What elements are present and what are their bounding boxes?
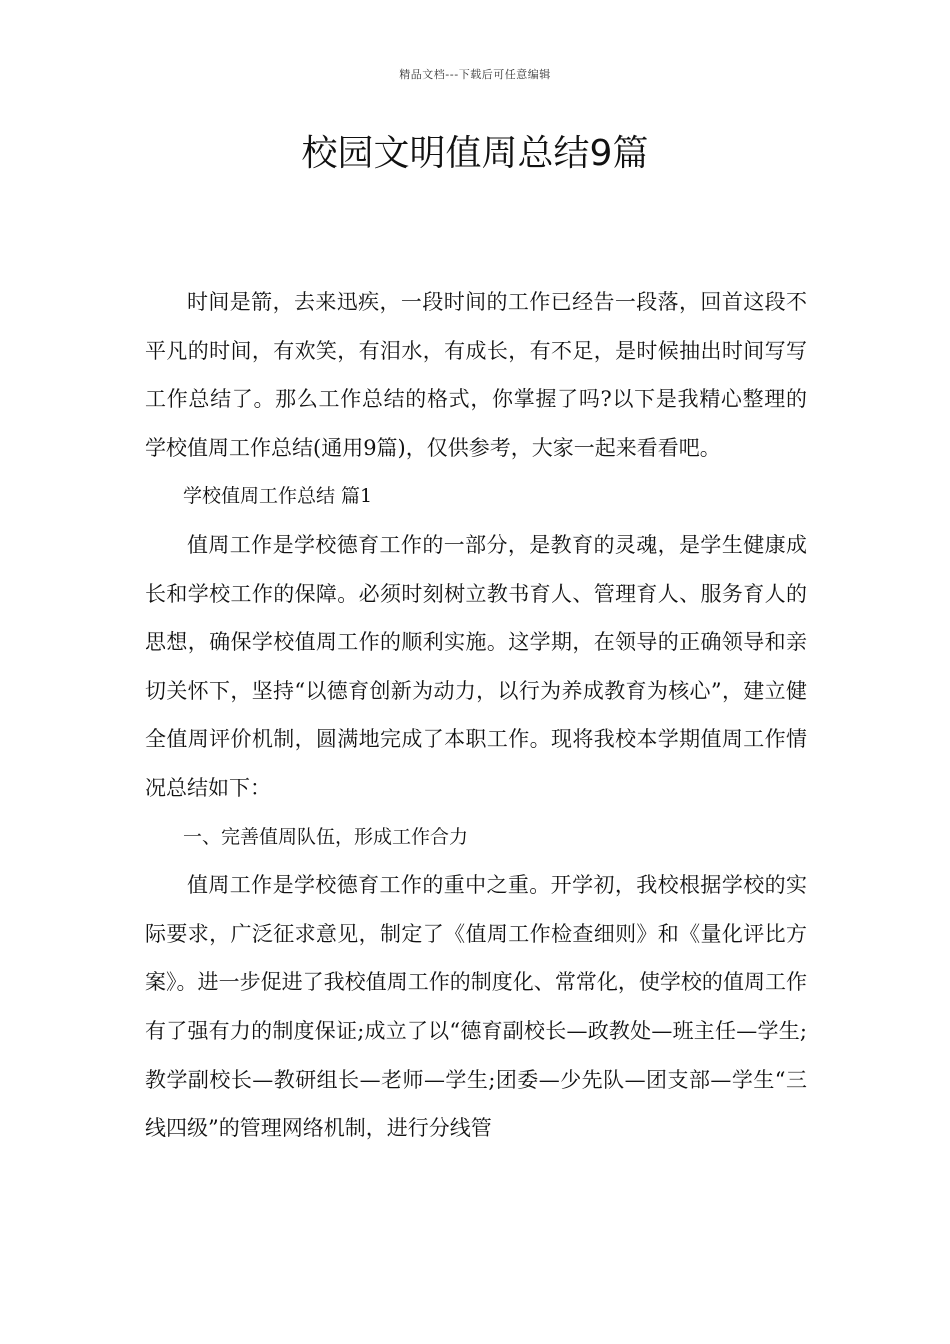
document-title: 校园文明值周总结9篇	[301, 133, 649, 174]
paragraph-section1: 值周工作是学校德育工作的重中之重。开学初，我校根据学校的实际要求，广泛征求意见，制定了《值周工作检查细则》和《量化评比方案》。进一步促进了我校值周工作的制度化、常常化，使学校的值周工作有了强有力的制度保证;成立了以“德育副校长—政教处—班主任—学生;教学副校长—教研组长—老师—学生;团委—少先队—团支部—学生“三线四级”的管理网络机制，进行分线管	[145, 873, 807, 1141]
document-body	[145, 278, 807, 1153]
header-note: 精品文档---下载后可任意编辑	[399, 68, 551, 81]
paragraph-part1-intro: 值周工作是学校德育工作的一部分，是教育的灵魂，是学生健康成长和学校工作的保障。必须时刻树立教书育人、管理育人、服务育人的思想，确保学校值周工作的顺利实施。这学期，在领导的正确领导和亲切关怀下，坚持“以德育创新为动力，以行为养成教育为核心”，建立健全值周评价机制，圆满地完成了本职工作。现将我校本学期值周工作情况总结如下：	[145, 532, 807, 800]
paragraph-intro: 时间是箭，去来迅疾，一段时间的工作已经告一段落，回首这段不平凡的时间，有欢笑，有泪水，有成长，有不足，是时候抽出时间写写工作总结了。那么工作总结的格式，你掌握了吗?以下是我精心整理的学校值周工作总结(通用9篇)，仅供参考，大家一起来看看吧。	[145, 290, 807, 460]
section-heading-1: 一、完善值周队伍，形成工作合力	[183, 825, 469, 848]
section-heading-part1: 学校值周工作总结 篇1	[183, 485, 373, 508]
